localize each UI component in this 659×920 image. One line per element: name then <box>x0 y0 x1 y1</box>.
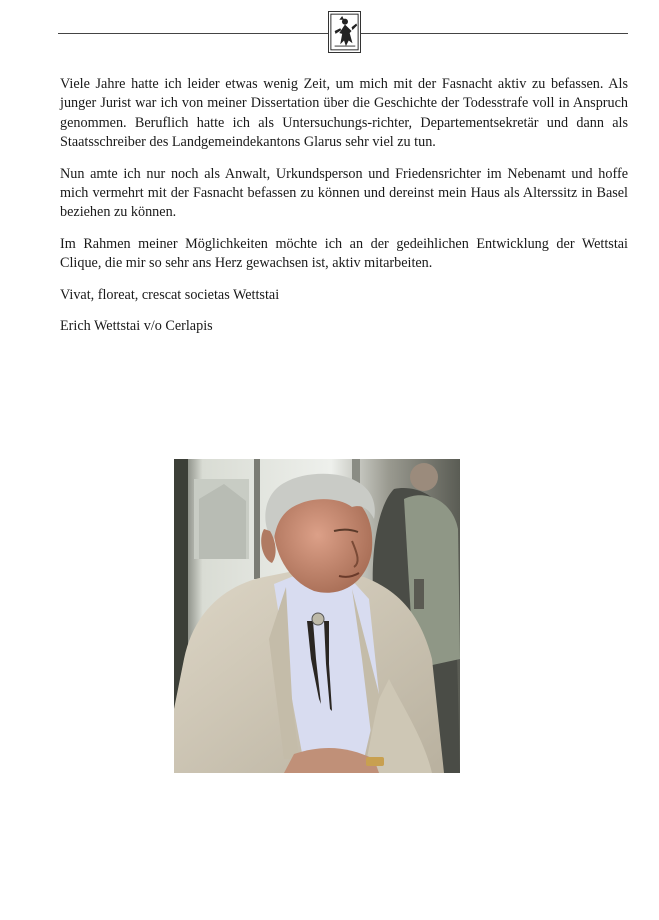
clique-emblem-icon <box>328 11 361 53</box>
portrait-photo <box>174 459 460 773</box>
letter-body <box>60 75 628 348</box>
signature: Erich Wettstai v/o Cerlapis <box>60 318 213 335</box>
motto: Vivat, floreat, crescat societas Wettstai <box>60 286 280 303</box>
paragraph-1: Viele Jahre hatte ich leider etwas wenig Zeit, um mich mit der Fasnacht aktiv zu befassen. Als junger Jurist war ich von meiner Dissertation über die Geschichte der Todesstrafe voll in Anspruch genommen. Beruflich hatte ich als Untersuchungs-richter, Departementsekretär und dann als Staatsschreiber des Landgemeindekantons Glarus sehr viel zu tun. <box>60 76 628 151</box>
paragraph-3: Im Rahmen meiner Möglichkeiten möchte ich an der gedeihlichen Entwicklung der Wettstai Clique, die mir so sehr ans Herz gewachsen ist, aktiv mitarbeiten. <box>60 235 628 272</box>
paragraph-2: Nun amte ich nur noch als Anwalt, Urkundsperson und Friedensrichter im Nebenamt und hoffe mich vermehrt mit der Fasnacht befassen zu können und dereinst mein Haus als Alterssitz in Basel beziehen zu können. <box>60 165 628 221</box>
